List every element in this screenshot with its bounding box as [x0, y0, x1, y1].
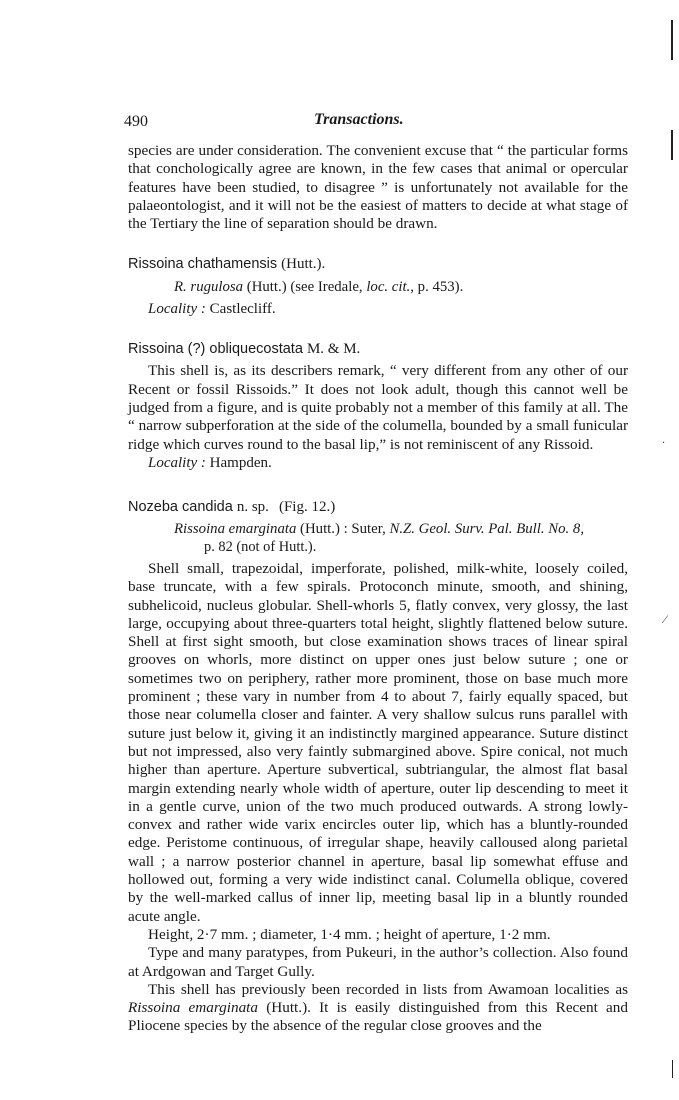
page-number: 490	[124, 113, 148, 130]
species-heading-rissoina-chathamensis	[128, 255, 628, 274]
page-body	[128, 142, 628, 1036]
locality-line	[128, 300, 628, 318]
intro-paragraph: species are under consideration. The convenient excuse that “ the particular forms that conchologically agree are known, in the few cases that animal or opercular features have been studied, to disagree ” is unfortunately not available for the palaeontologist, and it will not be the easiest of matters to decide at what stage of the Tertiary the line of separation should be drawn.	[128, 142, 628, 233]
synonym-block	[128, 520, 628, 556]
locality-value: Castlecliff.	[205, 301, 276, 318]
species-name: Rissoina (?) obliquecostata	[128, 341, 303, 358]
page-header	[124, 113, 628, 135]
synonym-name: R. rugulosa	[174, 279, 244, 296]
synonym-text: (Hutt.) : Suter,	[296, 520, 390, 537]
locality-line	[128, 454, 628, 472]
species-heading-nozeba-candida	[128, 498, 628, 517]
locality-label: Locality :	[148, 454, 206, 471]
synonym-page: , p. 453).	[410, 279, 464, 296]
scan-edge-line	[671, 130, 673, 160]
figure-reference: (Fig. 12.)	[278, 498, 336, 515]
species-status: n. sp.	[236, 498, 269, 515]
synonym-name: Rissoina emarginata	[174, 520, 297, 537]
remarks-text-continued: (Hutt.). It is easily distinguished from this Recent and Pliocene species by the absence of the regular close grooves and the	[128, 999, 628, 1035]
obliquecostata-paragraph: This shell is, as its describers remark, “ very different from any other of our Recent or fossil Rissoids.” It does not look adult, though this cannot well be judged from a figure, and is quite probably not a member of this family at all. The “ narrow subperforation at the side of the columella, bounded by a small funicular ridge which curves round to the basal lip,” is not reminiscent of any Rissoid.	[128, 362, 628, 453]
synonym-continuation: p. 82 (not of Hutt.).	[204, 538, 317, 555]
nozeba-description: Shell small, trapezoidal, imperforate, polished, milk-white, loosely coiled, base truncate, with a few spirals. Protoconch minute, smooth, and shining, subhelicoid, nucleus globular. Shell-whorls 5, flatly convex, very glossy, the last large, occupying about three-quarters total height, slightly flattened below suture. Shell at first sight smooth, but close examination shows traces of linear spiral grooves on whorls, more distinct on upper ones just below suture ; one or sometimes two on periphery, rather more prominent, those on base much more prominent ; these vary in number from 4 to about 7, fairly equally spaced, but those near columella closer and fainter. A very shallow sulcus runs parallel with suture just below it, giving it an indistinctly margined appearance. Suture distinct but not impressed, also very faintly submargined above. Spire conical, not much higher than aperture. Aperture subvertical, subtriangular, the almost flat basal margin extending nearly whole width of aperture, outer lip descending to meet it in a gentle curve, union of the two much produced outwards. A strong lowly-convex and rather wide varix encircles outer lip, which has a bluntly-rounded edge. Peristome continuous, of irregular shape, heavily calloused along parietal wall ; a narrow posterior channel in aperture, basal lip somewhat effuse and hollowed out, forming a very wide indistinct canal. Columella oblique, covered by the well-marked callus of inner lip, meeting basal lip in a bluntly rounded acute angle.	[128, 559, 628, 925]
nozeba-measurements: Height, 2·7 mm. ; diameter, 1·4 mm. ; height of aperture, 1·2 mm.	[148, 925, 551, 943]
nozeba-remarks	[128, 981, 628, 1036]
scan-edge-line	[672, 1060, 673, 1078]
synonym-line	[128, 278, 628, 296]
remarks-text: This shell has previously been recorded in lists from Awamoan localities as	[148, 980, 628, 998]
margin-mark: ⁄	[664, 612, 667, 626]
locality-value: Hampden.	[205, 454, 272, 471]
species-author: (Hutt.).	[281, 256, 326, 273]
locality-label: Locality :	[148, 301, 206, 318]
species-author: M. & M.	[306, 341, 361, 358]
nozeba-types: Type and many paratypes, from Pukeuri, in the author’s collection. Also found at Ardgowan and Target Gully.	[128, 944, 628, 980]
remarks-species-name: Rissoina emarginata	[128, 999, 258, 1017]
species-name: Nozeba candida	[128, 498, 233, 515]
scan-edge-line	[671, 20, 673, 60]
synonym-publication: N.Z. Geol. Surv. Pal. Bull. No. 8,	[389, 520, 585, 537]
margin-mark: .	[662, 432, 665, 446]
synonym-text: (Hutt.) (see Iredale,	[243, 279, 367, 296]
species-name: Rissoina chathamensis	[128, 256, 278, 273]
synonym-reference: loc. cit.	[366, 279, 411, 296]
species-heading-rissoina-obliquecostata	[128, 340, 628, 359]
running-title: Transactions.	[314, 111, 404, 128]
